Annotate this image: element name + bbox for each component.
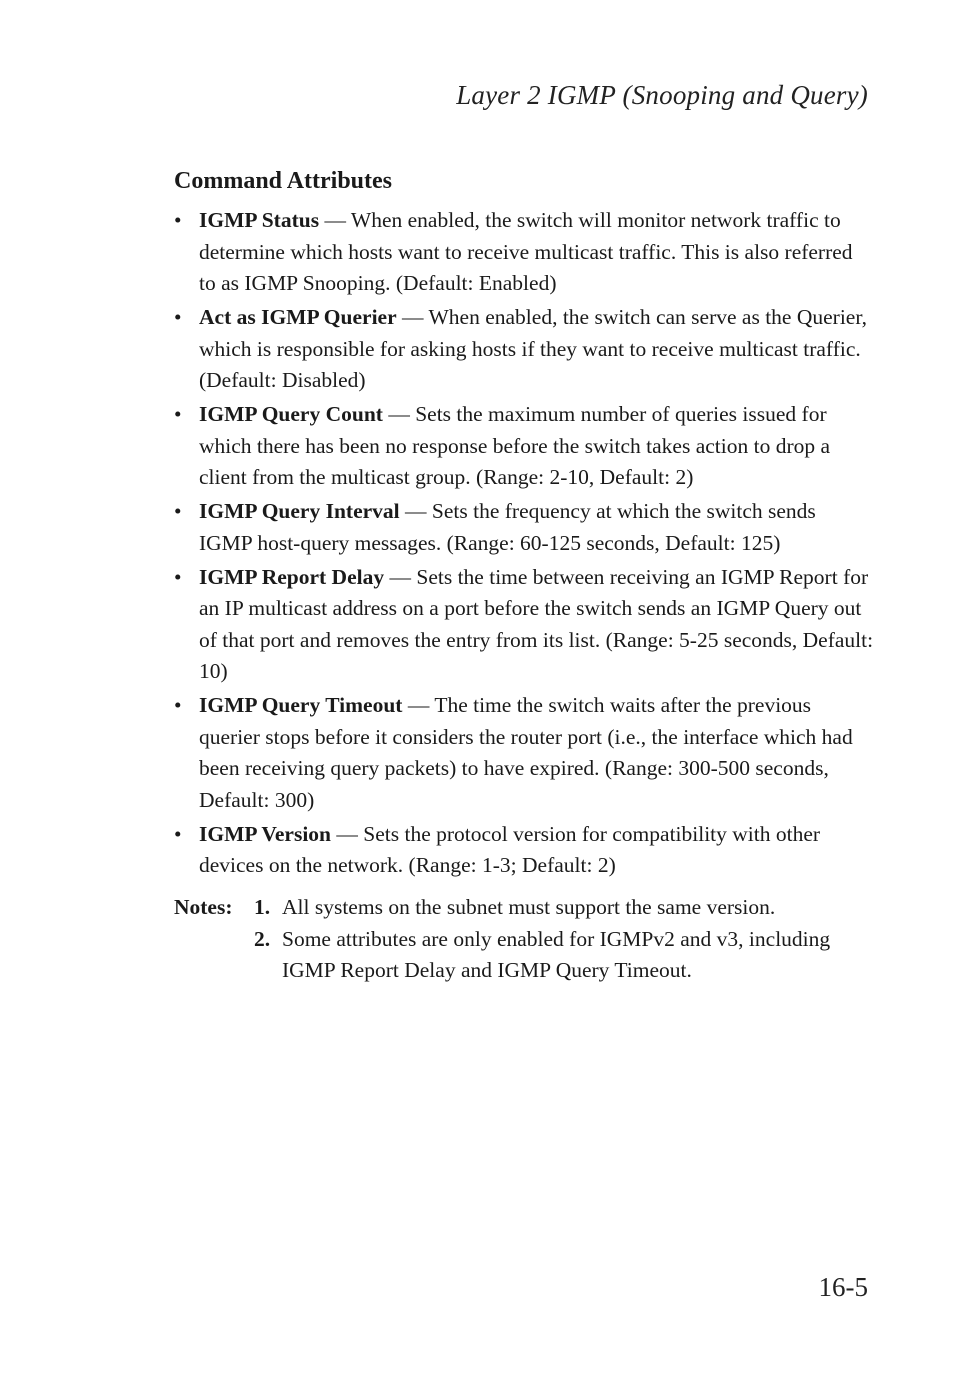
notes-block — [174, 892, 874, 987]
bullet-icon: • — [174, 208, 182, 232]
running-head — [456, 80, 868, 111]
bullet-icon: • — [174, 693, 182, 717]
note-number: 1. — [254, 895, 271, 919]
attribute-description: — When enabled, the switch will monitor network traffic to determine which hosts want to receive multicast traffic. This is also referred to as IGMP Snooping. (Default: Enabled) — [199, 208, 853, 295]
section-heading: Command Attributes — [174, 168, 393, 194]
note-number: 2. — [254, 926, 271, 951]
attribute-term: Act as IGMP Querier — [199, 305, 397, 329]
list-item — [174, 399, 874, 494]
attribute-description: — Sets the protocol version for compatibility with other devices on the network. (Range: 1-3; Default: 2) — [199, 821, 821, 877]
attribute-term: IGMP Query Interval — [199, 499, 400, 523]
bullet-icon: • — [174, 305, 182, 329]
running-head-text: Layer 2 IGMP (Snooping and Query) — [456, 80, 868, 110]
bullet-icon: • — [174, 499, 182, 523]
note-text: All systems on the subnet must support the same version. — [282, 895, 776, 919]
attribute-description: — Sets the time between receiving an IGMP Report for an IP multicast address on a port before the switch sends an IGMP Query out of that port and removes the entry from its list. (Range: 5-25 seconds, Default: 10) — [199, 564, 874, 683]
list-item — [174, 819, 874, 882]
attribute-description: — Sets the frequency at which the switch sends IGMP host-query messages. (Range: 60-125 seconds, Default: 125) — [199, 499, 816, 555]
attribute-description: — Sets the maximum number of queries issued for which there has been no response before the switch takes action to drop a client from the multicast group. (Range: 2-10, Default: 2) — [199, 402, 831, 489]
note-item — [174, 924, 874, 987]
command-attributes-list — [174, 205, 874, 884]
attribute-term: IGMP Version — [199, 821, 332, 846]
bullet-icon: • — [174, 402, 182, 426]
attribute-description: — When enabled, the switch can serve as the Querier, which is responsible for asking hosts if they want to receive multicast traffic. (Default: Disabled) — [199, 305, 868, 392]
list-item — [174, 496, 874, 559]
attribute-description: — The time the switch waits after the previous querier stops before it considers the router port (i.e., the interface which had been receiving query packets) to have expired. (Range: 300-500 seconds, Default: 300) — [199, 693, 853, 812]
notes-label: Notes: — [174, 895, 233, 919]
page-number: 16-5 — [818, 1272, 868, 1302]
list-item — [174, 205, 874, 300]
bullet-icon: • — [174, 564, 182, 589]
attribute-term: IGMP Query Timeout — [199, 693, 403, 717]
note-item — [174, 892, 874, 924]
attribute-term: IGMP Report Delay — [199, 564, 385, 589]
attribute-term: IGMP Status — [199, 208, 320, 232]
note-text: Some attributes are only enabled for IGMPv2 and v3, including IGMP Report Delay and IGMP Query Timeout. — [282, 926, 831, 982]
bullet-icon: • — [174, 821, 182, 846]
list-item — [174, 302, 874, 397]
attribute-term: IGMP Query Count — [199, 402, 383, 426]
list-item — [174, 562, 874, 688]
list-item — [174, 690, 874, 816]
